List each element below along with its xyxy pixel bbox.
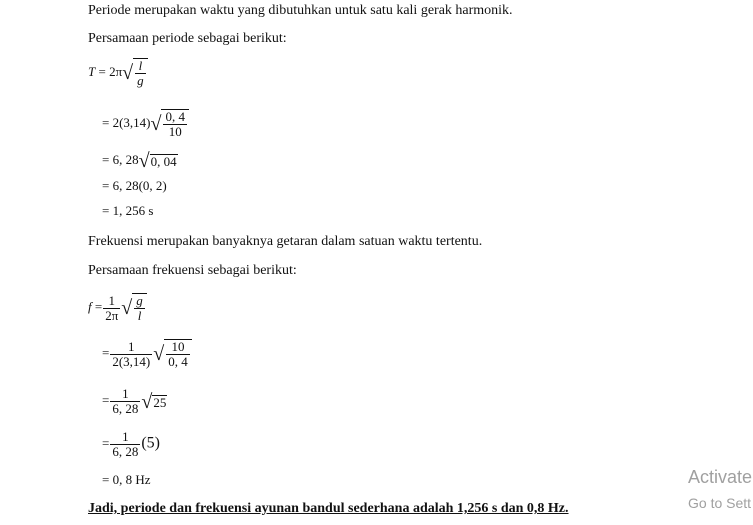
frequency-root-den: l: [134, 308, 145, 323]
frequency-step-2-den: 6, 28: [112, 401, 139, 416]
period-step-1-num: 0, 4: [165, 109, 185, 124]
period-step-1: = 2(3,14)√ $\frac{0, 4}{10}$: [102, 109, 189, 139]
frequency-step-1-rden: 0, 4: [168, 354, 188, 369]
frequency-step-2-num: 1: [122, 386, 129, 401]
period-symbol: T: [88, 63, 96, 79]
paragraph-period-equation-intro: Persamaan periode sebagai berikut:: [88, 31, 287, 46]
frequency-formula: f = $\frac{1}{2\pi}$ √ $\frac{g}{l}$: [88, 293, 147, 323]
paragraph-frequency-definition: Frekuensi merupakan banyaknya getaran dalam satuan waktu tertentu.: [88, 234, 483, 249]
windows-activate-watermark-sub: Go to Sett: [688, 495, 752, 511]
frequency-step-1-num: 1: [128, 338, 135, 354]
frequency-step-4: = 0, 8 Hz: [102, 472, 151, 487]
period-step-3: = 6, 28(0, 2): [102, 178, 167, 193]
period-step-4: = 1, 256 s: [102, 203, 154, 218]
period-step-1-coef: = 2(3,14): [102, 114, 151, 130]
frequency-step-2-rad: 25: [153, 394, 167, 410]
frequency-step-3-den: 6, 28: [112, 444, 139, 459]
frequency-eq: =: [94, 298, 103, 314]
period-step-2-prefix: = 6, 28: [102, 151, 139, 167]
frequency-step-3-tail: (5): [141, 434, 160, 452]
frequency-step-1-rnum: 10: [171, 339, 185, 354]
period-step-2-rad: 0, 04: [150, 154, 177, 169]
frequency-coef-den: 2π: [105, 307, 119, 323]
frequency-step-1-den: 2(3,14): [112, 353, 151, 369]
frequency-coef-num: 1: [108, 292, 115, 308]
paragraph-frequency-equation-intro: Persamaan frekuensi sebagai berikut:: [88, 263, 297, 278]
numerator-l: l: [138, 58, 143, 73]
period-eq-2pi: = 2π: [98, 63, 123, 79]
frequency-step-2: = $\frac{1}{6, 28}$ √25: [102, 386, 167, 416]
sqrt-l-over-g: √ $\frac{l}{g}$: [122, 58, 147, 88]
frequency-root-num: g: [136, 293, 143, 308]
frequency-step-3: = $\frac{1}{6, 28}$ (5): [102, 429, 160, 459]
denominator-g: g: [137, 73, 144, 88]
conclusion-text: Jadi, periode dan frekuensi ayunan bandul sederhana adalah 1,256 s dan 0,8 Hz.: [88, 501, 569, 516]
windows-activate-watermark: Activate: [688, 467, 753, 487]
frequency-step-3-num: 1: [122, 429, 129, 444]
period-formula: [88, 58, 148, 88]
period-step-1-den: 10: [163, 124, 187, 139]
frequency-symbol: f: [88, 298, 92, 314]
frequency-step-1: = $\frac{1}{2(3,14)}$ √ $\frac{10}{0, 4}$: [102, 339, 192, 369]
paragraph-period-definition: Periode merupakan waktu yang dibutuhkan untuk satu kali gerak harmonik.: [88, 3, 513, 18]
period-step-2: = 6, 28√0, 04: [102, 150, 177, 172]
